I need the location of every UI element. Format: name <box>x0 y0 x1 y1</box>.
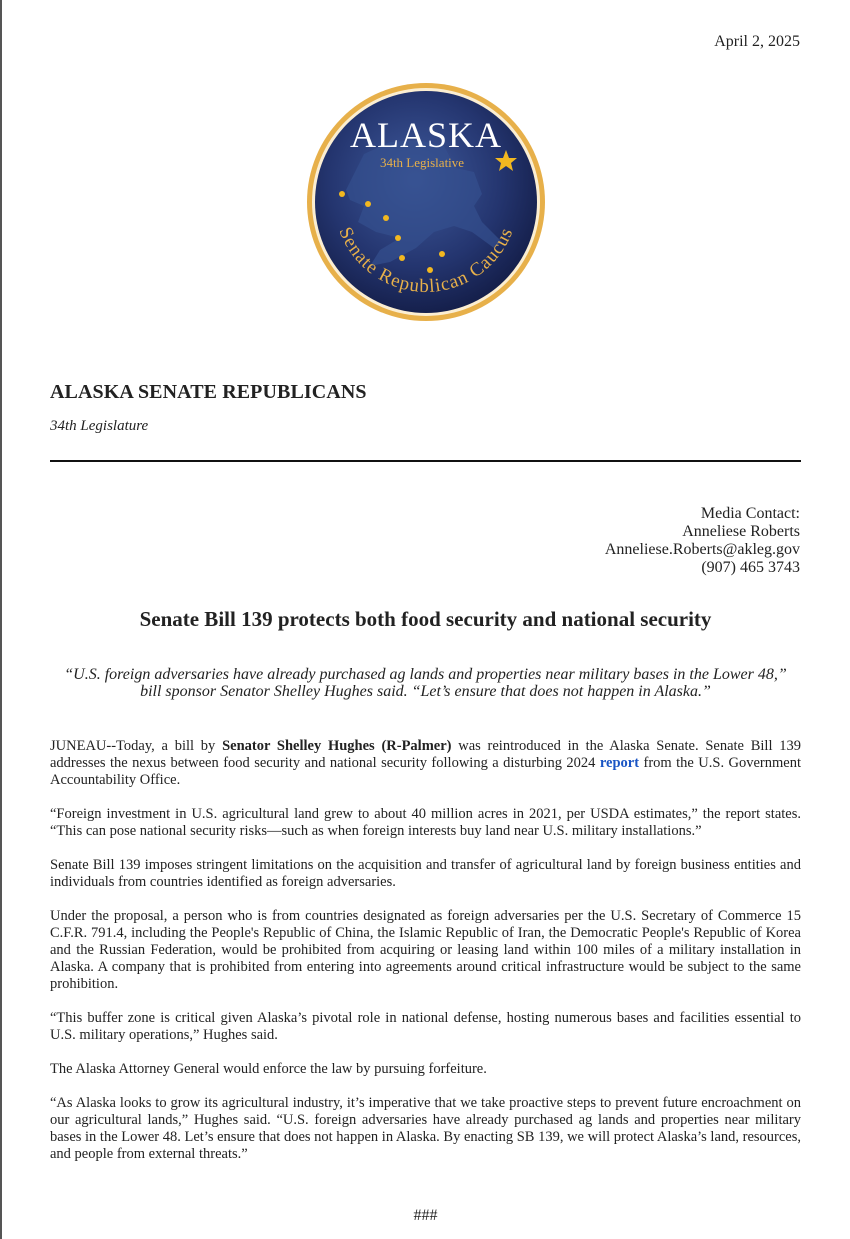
body-paragraph: Senate Bill 139 imposes stringent limitations on the acquisition and transfer of agricultural land by foreign business entities and individuals from countries identified as foreign adversaries. <box>50 857 801 890</box>
seal-title: ALASKA <box>349 115 503 155</box>
body-paragraph: “As Alaska looks to grow its agricultural industry, it’s imperative that we take proactive steps to prevent future encroachment on our agricultural lands,” Hughes said. “U.S. foreign adversaries have already purchased ag lands and properties near military bases in the Lower 48. Let’s ensure that does not happen in Alaska. By enacting SB 139, we will protect Alaska’s land, resources, and people from external threats.” <box>50 1095 802 1162</box>
media-contact-block <box>605 505 800 577</box>
page-edge <box>0 0 2 1239</box>
seal-subtitle: 34th Legislative <box>379 155 465 170</box>
star-icon <box>427 267 433 273</box>
paragraph-text: from the U.S. Government Accountability Office. <box>50 755 801 788</box>
release-date: April 2, 2025 <box>714 33 800 50</box>
release-headline: Senate Bill 139 protects both food security and national security <box>139 607 712 631</box>
contact-phone: (907) 465 3743 <box>701 559 800 576</box>
body-paragraph <box>50 738 801 789</box>
seal-caucus-arc: Senate Republican Caucus <box>334 224 518 298</box>
body-paragraph: The Alaska Attorney General would enforce the law by pursuing forfeiture. <box>50 1061 487 1077</box>
star-icon <box>365 201 371 207</box>
paragraph-text: JUNEAU--Today, a bill by <box>50 738 223 754</box>
release-body <box>50 738 801 1180</box>
header-divider <box>50 460 801 462</box>
report-link[interactable]: report <box>599 755 640 771</box>
star-icon <box>383 215 389 221</box>
paragraph-text: was reintroduced in the Alaska Senate. Senate Bill 139 addresses the nexus between food security and national security following a disturbing 2024 <box>50 738 801 771</box>
organization-name: ALASKA SENATE REPUBLICANS <box>50 381 367 403</box>
contact-name: Anneliese Roberts <box>682 523 800 540</box>
contact-email: Anneliese.Roberts@akleg.gov <box>604 541 800 558</box>
star-icon <box>399 255 405 261</box>
star-icon <box>395 235 401 241</box>
star-icon <box>339 191 345 197</box>
legislature-label: 34th Legislature <box>50 418 149 434</box>
star-icon <box>439 251 445 257</box>
body-paragraph: “This buffer zone is critical given Alaska’s pivotal role in national defense, hosting numerous bases and facilities essential to U.S. military operations,” Hughes said. <box>50 1010 801 1043</box>
release-subheadline: “U.S. foreign adversaries have already purchased ag lands and properties near military bases in the Lower 48,” bill sponsor Senator Shelley Hughes said. “Let’s ensure that does not happen in Alaska.” <box>64 666 787 700</box>
senate-caucus-seal-logo <box>306 82 546 322</box>
body-paragraph: “Foreign investment in U.S. agricultural land grew to about 40 million acres in 2021, per USDA estimates,” the report states. “This can pose national security risks—such as when foreign interests buy land near U.S. military installations.” <box>50 806 801 839</box>
body-paragraph: Under the proposal, a person who is from countries designated as foreign adversaries per the U.S. Secretary of Commerce 15 C.F.R. 791.4, including the People's Republic of China, the Islamic Republic of Iran, the Democratic People's Republic of Korea and the Russian Federation, would be prohibited from acquiring or leasing land within 100 miles of a military installation in Alaska. A company that is prohibited from entering into agreements around critical infrastructure would be subject to the same prohibition. <box>50 908 801 992</box>
end-of-release-mark: ### <box>413 1207 438 1224</box>
contact-label: Media Contact: <box>700 505 800 522</box>
sponsor-name: Senator Shelley Hughes (R-Palmer) <box>222 738 452 754</box>
